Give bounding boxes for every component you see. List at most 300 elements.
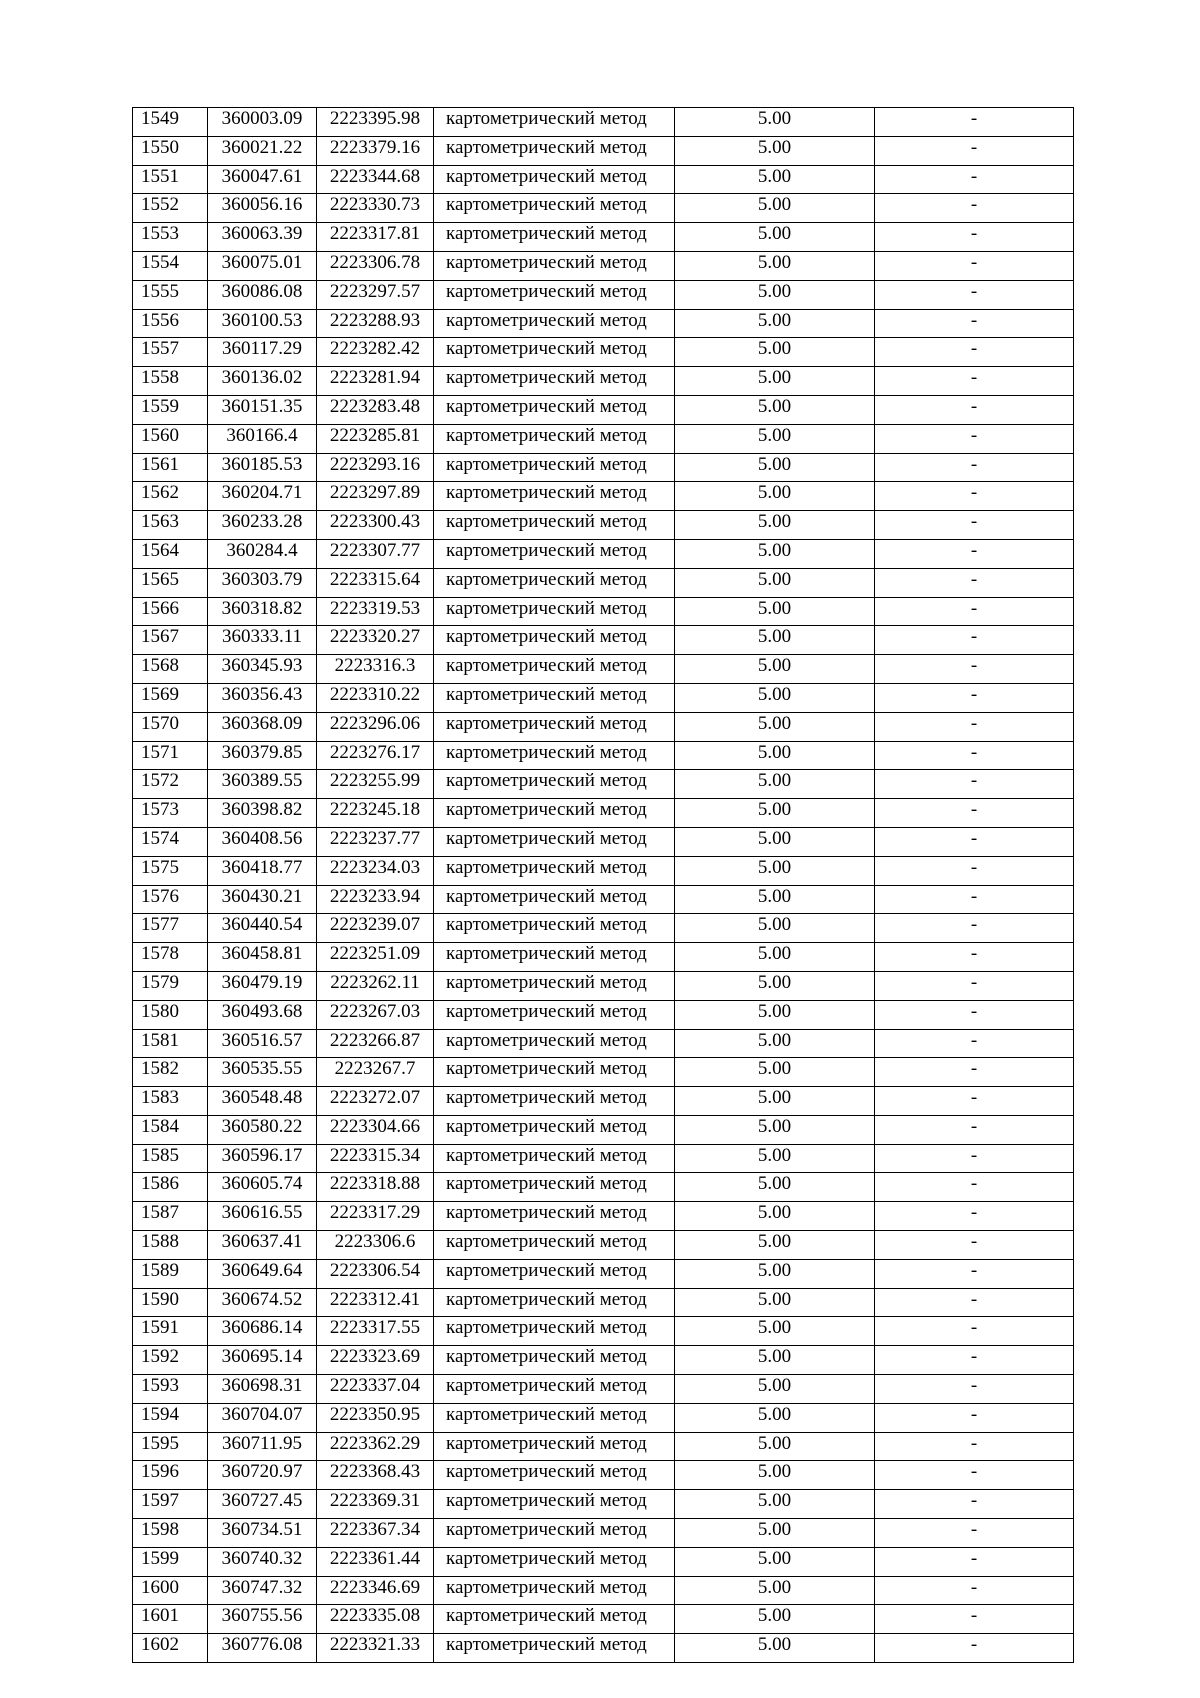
x-coordinate-cell — [208, 597, 317, 626]
cell-text: 2223306.6 — [334, 1231, 416, 1253]
point-number-cell — [133, 1346, 208, 1375]
cell-text: 1558 — [141, 367, 179, 389]
cell-text: картометрический метод — [446, 1058, 647, 1080]
accuracy-cell — [675, 511, 875, 540]
note-cell — [875, 395, 1074, 424]
cell-text: 1590 — [141, 1288, 179, 1310]
cell-text: картометрический метод — [446, 1231, 647, 1253]
x-coordinate-cell — [208, 1173, 317, 1202]
cell-text: 5.00 — [757, 1432, 792, 1454]
y-coordinate-cell — [317, 1317, 434, 1346]
table-row — [133, 424, 1074, 453]
y-coordinate-cell — [317, 223, 434, 252]
cell-text: 2223310.22 — [329, 683, 421, 705]
cell-text: 360318.82 — [221, 597, 303, 619]
cell-text: 2223315.64 — [329, 568, 421, 590]
x-coordinate-cell — [208, 453, 317, 482]
cell-text: - — [970, 482, 978, 504]
cell-text: 5.00 — [757, 597, 792, 619]
cell-text: 360204.71 — [221, 482, 303, 504]
cell-text: картометрический метод — [446, 280, 647, 302]
method-cell — [434, 482, 675, 511]
y-coordinate-cell — [317, 539, 434, 568]
cell-text: 5.00 — [757, 885, 792, 907]
cell-text: 1567 — [141, 626, 179, 648]
cell-text: 1582 — [141, 1058, 179, 1080]
table-row — [133, 1231, 1074, 1260]
cell-text: картометрический метод — [446, 1461, 647, 1483]
point-number-cell — [133, 799, 208, 828]
cell-text: 2223233.94 — [329, 885, 421, 907]
note-cell — [875, 1058, 1074, 1087]
cell-text: 1578 — [141, 943, 179, 965]
y-coordinate-cell — [317, 482, 434, 511]
table-row — [133, 1461, 1074, 1490]
cell-text: 360440.54 — [221, 914, 303, 936]
cell-text: картометрический метод — [446, 885, 647, 907]
cell-text: 2223307.77 — [329, 539, 421, 561]
cell-text: картометрический метод — [446, 1259, 647, 1281]
cell-text: картометрический метод — [446, 943, 647, 965]
table-row — [133, 741, 1074, 770]
cell-text: 5.00 — [757, 1346, 792, 1368]
x-coordinate-cell — [208, 943, 317, 972]
cell-text: 5.00 — [757, 539, 792, 561]
cell-text: 360408.56 — [221, 827, 303, 849]
table-row — [133, 1605, 1074, 1634]
method-cell — [434, 856, 675, 885]
cell-text: 1571 — [141, 741, 179, 763]
cell-text: картометрический метод — [446, 1576, 647, 1598]
method-cell — [434, 165, 675, 194]
cell-text: 2223288.93 — [329, 309, 421, 331]
cell-text: - — [970, 1490, 978, 1512]
cell-text: 1576 — [141, 885, 179, 907]
accuracy-cell — [675, 251, 875, 280]
note-cell — [875, 827, 1074, 856]
cell-text: 360389.55 — [221, 770, 303, 792]
y-coordinate-cell — [317, 856, 434, 885]
table-row — [133, 827, 1074, 856]
cell-text: 1565 — [141, 568, 179, 590]
y-coordinate-cell — [317, 1519, 434, 1548]
cell-text: 360605.74 — [221, 1173, 303, 1195]
method-cell — [434, 568, 675, 597]
note-cell — [875, 453, 1074, 482]
cell-text: 2223293.16 — [329, 453, 421, 475]
accuracy-cell — [675, 971, 875, 1000]
method-cell — [434, 914, 675, 943]
cell-text: 5.00 — [757, 280, 792, 302]
point-number-cell — [133, 1029, 208, 1058]
cell-text: картометрический метод — [446, 165, 647, 187]
x-coordinate-cell — [208, 1115, 317, 1144]
point-number-cell — [133, 482, 208, 511]
cell-text: - — [970, 338, 978, 360]
y-coordinate-cell — [317, 741, 434, 770]
x-coordinate-cell — [208, 712, 317, 741]
cell-text: картометрический метод — [446, 1317, 647, 1339]
table-row — [133, 597, 1074, 626]
cell-text: 1583 — [141, 1087, 179, 1109]
cell-text: 2223323.69 — [329, 1346, 421, 1368]
cell-text: 1549 — [141, 108, 179, 129]
point-number-cell — [133, 424, 208, 453]
cell-text: картометрический метод — [446, 1519, 647, 1541]
cell-text: 2223367.34 — [329, 1519, 421, 1541]
cell-text: - — [970, 1115, 978, 1137]
cell-text: 5.00 — [757, 1634, 792, 1656]
cell-text: 2223267.7 — [334, 1058, 416, 1080]
cell-text: картометрический метод — [446, 367, 647, 389]
cell-text: 2223306.54 — [329, 1259, 421, 1281]
note-cell — [875, 626, 1074, 655]
y-coordinate-cell — [317, 108, 434, 137]
cell-text: - — [970, 1403, 978, 1425]
table-row — [133, 885, 1074, 914]
y-coordinate-cell — [317, 395, 434, 424]
table-row — [133, 539, 1074, 568]
note-cell — [875, 1317, 1074, 1346]
cell-text: - — [970, 712, 978, 734]
table-row — [133, 395, 1074, 424]
cell-text: 1569 — [141, 683, 179, 705]
accuracy-cell — [675, 655, 875, 684]
cell-text: 360596.17 — [221, 1144, 303, 1166]
cell-text: - — [970, 971, 978, 993]
cell-text: 360674.52 — [221, 1288, 303, 1310]
cell-text: 5.00 — [757, 770, 792, 792]
x-coordinate-cell — [208, 1605, 317, 1634]
cell-text: 1556 — [141, 309, 179, 331]
y-coordinate-cell — [317, 799, 434, 828]
cell-text: 2223317.81 — [329, 223, 421, 245]
method-cell — [434, 424, 675, 453]
x-coordinate-cell — [208, 1144, 317, 1173]
y-coordinate-cell — [317, 971, 434, 1000]
method-cell — [434, 1173, 675, 1202]
note-cell — [875, 971, 1074, 1000]
cell-text: 2223239.07 — [329, 914, 421, 936]
cell-text: 5.00 — [757, 1231, 792, 1253]
method-cell — [434, 1288, 675, 1317]
cell-text: картометрический метод — [446, 424, 647, 446]
cell-text: 1585 — [141, 1144, 179, 1166]
cell-text: 360379.85 — [221, 741, 303, 763]
method-cell — [434, 827, 675, 856]
y-coordinate-cell — [317, 1029, 434, 1058]
cell-text: 360740.32 — [221, 1547, 303, 1569]
cell-text: 2223317.29 — [329, 1202, 421, 1224]
cell-text: 360720.97 — [221, 1461, 303, 1483]
cell-text: 5.00 — [757, 251, 792, 273]
accuracy-cell — [675, 1231, 875, 1260]
method-cell — [434, 770, 675, 799]
accuracy-cell — [675, 914, 875, 943]
accuracy-cell — [675, 712, 875, 741]
cell-text: 5.00 — [757, 1058, 792, 1080]
accuracy-cell — [675, 280, 875, 309]
cell-text: 2223368.43 — [329, 1461, 421, 1483]
cell-text: 2223281.94 — [329, 367, 421, 389]
x-coordinate-cell — [208, 1519, 317, 1548]
note-cell — [875, 223, 1074, 252]
note-cell — [875, 1173, 1074, 1202]
cell-text: картометрический метод — [446, 1000, 647, 1022]
note-cell — [875, 1519, 1074, 1548]
table-row — [133, 482, 1074, 511]
accuracy-cell — [675, 1634, 875, 1663]
cell-text: - — [970, 943, 978, 965]
note-cell — [875, 251, 1074, 280]
cell-text: 1600 — [141, 1576, 179, 1598]
note-cell — [875, 309, 1074, 338]
table-row — [133, 1432, 1074, 1461]
point-number-cell — [133, 626, 208, 655]
cell-text: - — [970, 367, 978, 389]
note-cell — [875, 1634, 1074, 1663]
y-coordinate-cell — [317, 770, 434, 799]
cell-text: 1570 — [141, 712, 179, 734]
point-number-cell — [133, 1058, 208, 1087]
accuracy-cell — [675, 136, 875, 165]
x-coordinate-cell — [208, 280, 317, 309]
accuracy-cell — [675, 482, 875, 511]
accuracy-cell — [675, 741, 875, 770]
cell-text: картометрический метод — [446, 770, 647, 792]
method-cell — [434, 885, 675, 914]
x-coordinate-cell — [208, 1202, 317, 1231]
note-cell — [875, 1115, 1074, 1144]
cell-text: 360003.09 — [221, 108, 303, 129]
method-cell — [434, 1115, 675, 1144]
cell-text: 2223315.34 — [329, 1144, 421, 1166]
cell-text: 360535.55 — [221, 1058, 303, 1080]
y-coordinate-cell — [317, 1000, 434, 1029]
cell-text: картометрический метод — [446, 971, 647, 993]
cell-text: 2223296.06 — [329, 712, 421, 734]
cell-text: картометрический метод — [446, 741, 647, 763]
cell-text: картометрический метод — [446, 1115, 647, 1137]
method-cell — [434, 539, 675, 568]
table-row — [133, 1490, 1074, 1519]
x-coordinate-cell — [208, 1375, 317, 1404]
y-coordinate-cell — [317, 1576, 434, 1605]
cell-text: 5.00 — [757, 827, 792, 849]
cell-text: картометрический метод — [446, 1202, 647, 1224]
accuracy-cell — [675, 1288, 875, 1317]
table-row — [133, 914, 1074, 943]
table-row — [133, 1317, 1074, 1346]
table-row — [133, 136, 1074, 165]
accuracy-cell — [675, 597, 875, 626]
cell-text: 1553 — [141, 223, 179, 245]
x-coordinate-cell — [208, 424, 317, 453]
method-cell — [434, 712, 675, 741]
cell-text: 360755.56 — [221, 1605, 303, 1627]
cell-text: 1581 — [141, 1029, 179, 1051]
cell-text: картометрический метод — [446, 827, 647, 849]
cell-text: 360021.22 — [221, 136, 303, 158]
x-coordinate-cell — [208, 223, 317, 252]
point-number-cell — [133, 1490, 208, 1519]
cell-text: 2223245.18 — [329, 799, 421, 821]
cell-text: 360711.95 — [221, 1432, 303, 1454]
note-cell — [875, 1144, 1074, 1173]
point-number-cell — [133, 1605, 208, 1634]
note-cell — [875, 1576, 1074, 1605]
cell-text: картометрический метод — [446, 712, 647, 734]
cell-text: 2223285.81 — [329, 424, 421, 446]
cell-text: - — [970, 165, 978, 187]
point-number-cell — [133, 223, 208, 252]
x-coordinate-cell — [208, 1087, 317, 1116]
cell-text: 360704.07 — [221, 1403, 303, 1425]
table-row — [133, 1000, 1074, 1029]
cell-text: 2223319.53 — [329, 597, 421, 619]
cell-text: 1587 — [141, 1202, 179, 1224]
x-coordinate-cell — [208, 799, 317, 828]
x-coordinate-cell — [208, 856, 317, 885]
point-number-cell — [133, 1144, 208, 1173]
cell-text: 360185.53 — [221, 453, 303, 475]
method-cell — [434, 1605, 675, 1634]
cell-text: 360458.81 — [221, 943, 303, 965]
accuracy-cell — [675, 367, 875, 396]
cell-text: 5.00 — [757, 1576, 792, 1598]
y-coordinate-cell — [317, 943, 434, 972]
cell-text: 360233.28 — [221, 511, 303, 533]
method-cell — [434, 108, 675, 137]
method-cell — [434, 1317, 675, 1346]
cell-text: 1551 — [141, 165, 179, 187]
cell-text: - — [970, 1259, 978, 1281]
cell-text: 1599 — [141, 1547, 179, 1569]
cell-text: - — [970, 1202, 978, 1224]
table-row — [133, 1259, 1074, 1288]
cell-text: 1559 — [141, 395, 179, 417]
cell-text: 1577 — [141, 914, 179, 936]
cell-text: 2223297.57 — [329, 280, 421, 302]
coordinates-table-body — [133, 108, 1074, 1663]
x-coordinate-cell — [208, 626, 317, 655]
point-number-cell — [133, 395, 208, 424]
cell-text: картометрический метод — [446, 1087, 647, 1109]
note-cell — [875, 1202, 1074, 1231]
note-cell — [875, 885, 1074, 914]
point-number-cell — [133, 338, 208, 367]
cell-text: 360398.82 — [221, 799, 303, 821]
cell-text: 1598 — [141, 1519, 179, 1541]
cell-text: 5.00 — [757, 136, 792, 158]
cell-text: 5.00 — [757, 1519, 792, 1541]
cell-text: 360284.4 — [226, 539, 298, 561]
cell-text: 2223335.08 — [329, 1605, 421, 1627]
table-row — [133, 1288, 1074, 1317]
cell-text: 2223395.98 — [329, 108, 421, 129]
x-coordinate-cell — [208, 367, 317, 396]
cell-text: 360166.4 — [226, 424, 298, 446]
cell-text: - — [970, 1288, 978, 1310]
note-cell — [875, 280, 1074, 309]
note-cell — [875, 511, 1074, 540]
accuracy-cell — [675, 568, 875, 597]
cell-text: 5.00 — [757, 453, 792, 475]
cell-text: картометрический метод — [446, 799, 647, 821]
cell-text: картометрический метод — [446, 1403, 647, 1425]
method-cell — [434, 943, 675, 972]
note-cell — [875, 367, 1074, 396]
cell-text: 5.00 — [757, 626, 792, 648]
note-cell — [875, 856, 1074, 885]
x-coordinate-cell — [208, 1000, 317, 1029]
point-number-cell — [133, 1317, 208, 1346]
cell-text: 5.00 — [757, 511, 792, 533]
x-coordinate-cell — [208, 1461, 317, 1490]
table-row — [133, 165, 1074, 194]
cell-text: 5.00 — [757, 943, 792, 965]
note-cell — [875, 597, 1074, 626]
x-coordinate-cell — [208, 568, 317, 597]
accuracy-cell — [675, 799, 875, 828]
cell-text: 360727.45 — [221, 1490, 303, 1512]
cell-text: 2223282.42 — [329, 338, 421, 360]
accuracy-cell — [675, 1605, 875, 1634]
y-coordinate-cell — [317, 194, 434, 223]
y-coordinate-cell — [317, 1231, 434, 1260]
cell-text: - — [970, 1317, 978, 1339]
method-cell — [434, 1000, 675, 1029]
cell-text: - — [970, 568, 978, 590]
cell-text: 360516.57 — [221, 1029, 303, 1051]
cell-text: 360637.41 — [221, 1231, 303, 1253]
cell-text: 360056.16 — [221, 194, 303, 216]
cell-text: 1580 — [141, 1000, 179, 1022]
table-row — [133, 1547, 1074, 1576]
accuracy-cell — [675, 165, 875, 194]
cell-text: 360345.93 — [221, 655, 303, 677]
table-row — [133, 770, 1074, 799]
point-number-cell — [133, 885, 208, 914]
point-number-cell — [133, 1519, 208, 1548]
table-row — [133, 1634, 1074, 1663]
x-coordinate-cell — [208, 741, 317, 770]
cell-text: 2223316.3 — [334, 655, 416, 677]
cell-text: 2223255.99 — [329, 770, 421, 792]
cell-text: картометрический метод — [446, 223, 647, 245]
cell-text: - — [970, 1461, 978, 1483]
point-number-cell — [133, 568, 208, 597]
method-cell — [434, 367, 675, 396]
cell-text: - — [970, 827, 978, 849]
cell-text: - — [970, 1576, 978, 1598]
note-cell — [875, 1403, 1074, 1432]
cell-text: картометрический метод — [446, 1634, 647, 1656]
cell-text: 360151.35 — [221, 395, 303, 417]
note-cell — [875, 741, 1074, 770]
cell-text: 1563 — [141, 511, 179, 533]
table-row — [133, 856, 1074, 885]
y-coordinate-cell — [317, 683, 434, 712]
cell-text: - — [970, 395, 978, 417]
accuracy-cell — [675, 1259, 875, 1288]
cell-text: картометрический метод — [446, 338, 647, 360]
y-coordinate-cell — [317, 1173, 434, 1202]
cell-text: картометрический метод — [446, 1173, 647, 1195]
note-cell — [875, 770, 1074, 799]
cell-text: 1566 — [141, 597, 179, 619]
point-number-cell — [133, 712, 208, 741]
